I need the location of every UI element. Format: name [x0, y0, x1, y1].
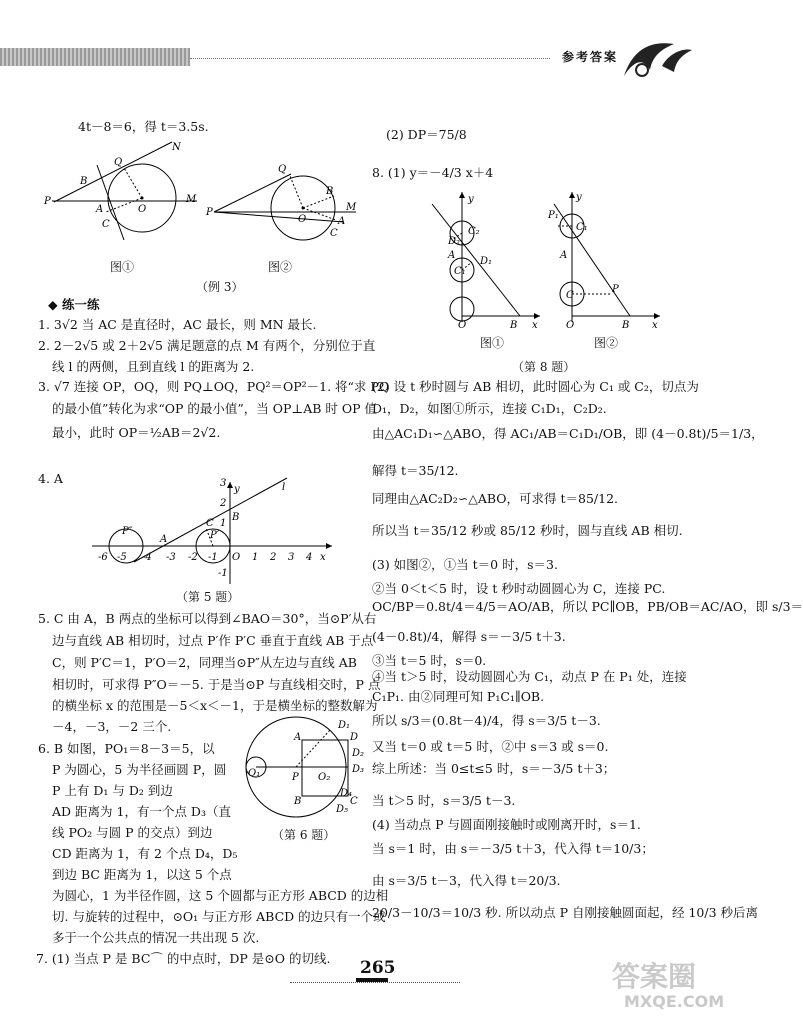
header-title: 参考答案 — [562, 50, 619, 64]
figure-8-2 — [546, 188, 664, 330]
answer-6-line10: 多于一个公共点的情况一共出现 5 次. — [52, 930, 260, 945]
svg-text:x: x — [532, 320, 538, 331]
svg-text:y: y — [468, 194, 474, 205]
svg-text:x: x — [652, 320, 658, 331]
svg-text:D₁: D₁ — [338, 720, 351, 731]
fig8a-caption: 图① — [480, 336, 505, 350]
watermark-logo: 答案圈 — [612, 960, 697, 993]
svg-text:A: A — [294, 732, 302, 743]
answer-1: 1. 3√2 当 AC 是直径时，AC 最长，则 MN 最长. — [38, 317, 317, 332]
svg-text:-1: -1 — [208, 552, 218, 563]
answer-6-line5: 线 PO₂ 与圆 P 的交点）到边 — [52, 825, 213, 840]
example3-figure-1 — [42, 140, 212, 258]
svg-text:1: 1 — [252, 552, 259, 563]
svg-text:O: O — [232, 552, 241, 563]
right-line-1: (2) DP＝75/8 — [386, 127, 467, 142]
right-line-2: 8. (1) y＝－4/3 x＋4 — [372, 165, 494, 180]
svg-text:y: y — [234, 484, 240, 495]
svg-text:Q: Q — [114, 157, 123, 168]
svg-text:Q: Q — [278, 164, 287, 175]
answer-6-line2: P 为圆心，5 为半径画圆 P，圆 — [52, 762, 227, 777]
right-line-14: ④当 t＞5 时，设动圆圆心为 C₁，动点 P 在 P₁ 处，连接 — [372, 669, 687, 684]
svg-text:B: B — [326, 186, 334, 197]
svg-text:4: 4 — [306, 552, 313, 563]
svg-text:C: C — [350, 796, 358, 807]
right-line-13: ③当 t＝5 时，s＝0. — [372, 653, 487, 668]
answer-5-line5: 的横坐标 x 的范围是－5＜x＜－1，于是横坐标的整数解为 — [52, 698, 378, 713]
answer-2-line2: 线 l 的两侧，且到直线 l 的距离为 2. — [52, 359, 255, 374]
right-line-3: (2) 设 t 秒时圆与 AB 相切，此时圆心为 C₁ 或 C₂，切点为 — [372, 379, 699, 394]
svg-text:2: 2 — [270, 552, 277, 563]
footer-bar — [356, 978, 388, 982]
svg-text:O₁: O₁ — [248, 768, 261, 779]
answer-6-line4: AD 距离为 1，有一个点 D₃（直 — [52, 804, 231, 819]
svg-text:P₁: P₁ — [548, 210, 559, 221]
right-line-7: 同理由△AC₂D₂∽△ABO，可求得 t＝85/12. — [372, 491, 619, 506]
footer-rule — [290, 982, 460, 983]
svg-text:P: P — [292, 772, 299, 783]
svg-text:-1: -1 — [218, 568, 228, 579]
svg-text:O: O — [458, 320, 467, 331]
right-line-11: OC/BP＝0.8t/4＝4/5＝AO/AB，所以 PC∥OB，PB/OB＝AC/AO，即 s/3＝ — [372, 599, 803, 614]
fig8b-caption: 图② — [594, 336, 619, 350]
svg-text:1: 1 — [220, 518, 227, 529]
svg-text:C₁: C₁ — [576, 222, 588, 233]
header-band — [0, 48, 190, 66]
right-line-23: 20/3－10/3＝10/3 秒. 所以动点 P 自刚接触圆面起，经 10/3 秒后离 — [372, 905, 759, 920]
right-line-10: ②当 0＜t＜5 时，设 t 秒时动圆圆心为 C，连接 PC. — [372, 581, 666, 596]
answer-3-line3: 最小，此时 OP＝½AB＝2√2. — [52, 425, 221, 440]
svg-text:A: A — [338, 216, 346, 227]
fig5-caption: （第 5 题） — [176, 590, 240, 604]
answer-6-line6: CD 距离为 1，有 2 个点 D₄，D₅ — [52, 846, 238, 861]
svg-text:2: 2 — [220, 498, 227, 509]
figure-6-circle-square — [242, 712, 370, 822]
answer-6-line9: 切. 与旋转的过程中，⊙O₁ 与正方形 ABCD 的边只有一个或 — [52, 909, 386, 924]
svg-text:O₂: O₂ — [318, 772, 331, 783]
right-line-12: (4－0.8t)/4，解得 s＝－3/5 t＋3. — [372, 629, 566, 644]
answer-7: 7. (1) 当点 P 是 BC⌒ 的中点时，DP 是⊙O 的切线. — [36, 951, 331, 966]
svg-text:C₁: C₁ — [454, 266, 466, 277]
answer-5-line6: －4，－3，－2 三个. — [52, 719, 172, 734]
answer-6-line3: P 上有 D₁ 与 D₂ 到边 — [52, 783, 173, 798]
answer-5-line3: C，则 P′C＝1，P′O＝2，同理当⊙P″从左边与直线 AB — [52, 655, 357, 670]
right-line-4: D₁，D₂，如图①所示，连接 C₁D₁，C₂D₂. — [372, 401, 607, 416]
example3-caption: （例 3） — [196, 280, 244, 294]
svg-text:-5: -5 — [117, 552, 127, 563]
answer-5-line4: 相切时，可求得 P″O＝－5. 于是当⊙P 与直线相交时，P 点 — [52, 677, 381, 692]
svg-text:-2: -2 — [188, 552, 198, 563]
svg-text:x: x — [320, 552, 326, 563]
svg-text:A: A — [160, 534, 168, 545]
right-line-18: 综上所述：当 0≤t≤5 时，s＝－3/5 t＋3； — [372, 761, 616, 776]
svg-text:-6: -6 — [98, 552, 108, 563]
svg-text:-3: -3 — [166, 552, 176, 563]
fig1-caption: 图① — [110, 260, 135, 274]
svg-text:M: M — [346, 202, 357, 213]
section-title: ◆ 练一练 — [48, 297, 100, 312]
svg-text:N: N — [172, 142, 181, 153]
header-rule — [190, 58, 550, 59]
right-line-5: 由△AC₁D₁∽△ABO，得 AC₁/AB＝C₁D₁/OB，即 (4－0.8t)/5＝1/3， — [372, 426, 764, 441]
answer-4: 4. A — [38, 471, 63, 486]
svg-text:B: B — [510, 320, 518, 331]
fig2-caption: 图② — [268, 260, 293, 274]
svg-text:y: y — [576, 192, 582, 203]
line-4t: 4t－8＝6，得 t＝3.5s. — [78, 119, 209, 134]
svg-text:M: M — [186, 194, 197, 205]
svg-text:B: B — [80, 176, 88, 187]
figure-8-1 — [424, 188, 544, 330]
right-line-19: 当 t＞5 时，s＝3/5 t－3. — [372, 793, 516, 808]
svg-text:P: P — [612, 284, 619, 295]
svg-text:l: l — [282, 482, 286, 493]
svg-text:O: O — [298, 214, 307, 225]
right-line-15: C₁P₁. 由②同理可知 P₁C₁∥OB. — [372, 689, 545, 704]
svg-text:D: D — [350, 732, 359, 743]
svg-text:P″: P″ — [122, 526, 133, 537]
answer-5-line1: 5. C 由 A，B 两点的坐标可以得到∠BAO＝30°，当⊙P′从右 — [38, 611, 377, 626]
example3-figure-2 — [206, 160, 366, 260]
answer-2-line1: 2. 2－2√5 或 2＋2√5 满足题意的点 M 有两个，分别位于直 — [38, 338, 376, 353]
right-line-8: 所以当 t＝35/12 秒或 85/12 秒时，圆与直线 AB 相切. — [372, 523, 683, 538]
answer-3-line1: 3. √7 连接 OP，OQ，则 PQ⊥OQ，PQ²＝OP²－1. 将“求 PQ — [38, 379, 390, 394]
right-line-16: 所以 s/3＝(0.8t－4)/4，得 s＝3/5 t－3. — [372, 713, 601, 728]
figure-5-coordinate-plane — [82, 480, 342, 588]
svg-text:D₃: D₃ — [352, 764, 365, 775]
fig6-caption: （第 6 题） — [272, 828, 336, 842]
svg-text:A: A — [96, 204, 104, 215]
svg-text:P′: P′ — [210, 530, 219, 541]
header-logo — [614, 36, 694, 82]
svg-text:B: B — [622, 320, 630, 331]
svg-text:C: C — [206, 518, 214, 529]
svg-text:C: C — [102, 219, 110, 230]
svg-text:-4: -4 — [142, 552, 152, 563]
answer-6-line7: 到边 BC 距离为 1，以这 5 个点 — [52, 867, 232, 882]
svg-text:D₁: D₁ — [480, 256, 493, 267]
right-line-17: 又当 t＝0 或 t＝5 时，②中 s＝3 或 s＝0. — [372, 739, 609, 754]
svg-text:B: B — [294, 796, 302, 807]
svg-text:C₂: C₂ — [468, 226, 480, 237]
answer-3-line2: 的最小值”转化为求“OP 的最小值”，当 OP⊥AB 时 OP 值 — [52, 401, 377, 416]
watermark-url: MXQE.COM — [624, 992, 725, 1011]
svg-text:O: O — [138, 204, 147, 215]
fig8-caption: （第 8 题） — [512, 360, 576, 374]
svg-text:3: 3 — [220, 478, 227, 489]
svg-text:O: O — [566, 320, 575, 331]
right-line-9: (3) 如图②，①当 t＝0 时，s＝3. — [372, 557, 558, 572]
answer-6-line1: 6. B 如图，PO₁＝8－3＝5，以 — [38, 741, 215, 756]
svg-text:D₅: D₅ — [336, 804, 349, 815]
svg-text:C: C — [566, 290, 574, 301]
page-number: 265 — [360, 958, 396, 978]
svg-text:P: P — [206, 207, 213, 218]
answer-6-line8: 为圆心，1 为半径作圆，这 5 个圆都与正方形 ABCD 的边相 — [52, 888, 389, 903]
svg-text:C: C — [330, 228, 338, 239]
svg-text:P: P — [44, 196, 51, 207]
svg-text:B: B — [232, 512, 240, 523]
right-line-20: (4) 当动点 P 与圆面刚接触时或刚离开时，s＝1. — [372, 817, 641, 832]
right-line-21: 当 s＝1 时，由 s＝－3/5 t＋3，代入得 t＝10/3； — [372, 841, 654, 856]
svg-text:D₄: D₄ — [340, 788, 353, 799]
answer-5-line2: 边与直线 AB 相切时，过点 P′作 P′C 垂直于直线 AB 于点 — [52, 633, 374, 648]
svg-text:D₂: D₂ — [352, 748, 365, 759]
right-line-22: 由 s＝3/5 t－3，代入得 t＝20/3. — [372, 873, 561, 888]
svg-text:3: 3 — [288, 552, 295, 563]
svg-text:D₂: D₂ — [448, 236, 461, 247]
svg-text:A: A — [448, 250, 456, 261]
right-line-6: 解得 t＝35/12. — [372, 463, 459, 478]
svg-text:A: A — [560, 250, 568, 261]
